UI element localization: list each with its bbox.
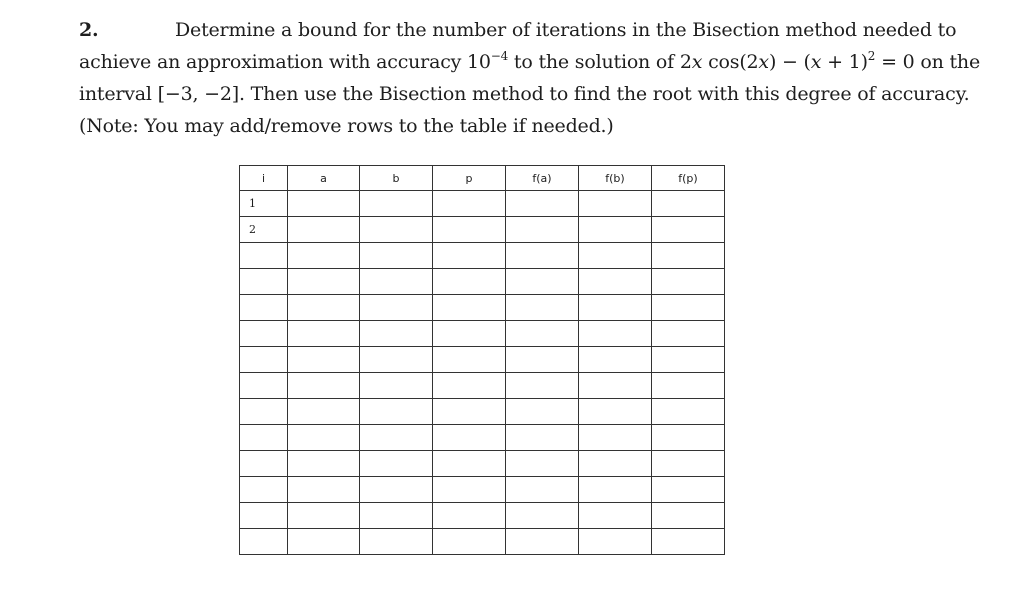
table-cell-fp[interactable] <box>652 529 725 555</box>
table-cell-b[interactable] <box>360 503 433 529</box>
row-index-cell[interactable] <box>240 243 288 269</box>
table-cell-fp[interactable] <box>652 425 725 451</box>
row-index-cell[interactable] <box>240 503 288 529</box>
table-cell-fp[interactable] <box>652 399 725 425</box>
table-row <box>240 217 725 243</box>
table-row <box>240 373 725 399</box>
row-index-cell[interactable] <box>240 269 288 295</box>
table-cell-fa[interactable] <box>506 451 579 477</box>
table-cell-p[interactable] <box>433 373 506 399</box>
problem-line-4: (Note: You may add/remove rows to the table if needed.) <box>79 115 614 137</box>
table-cell-fa[interactable] <box>506 191 579 217</box>
row-index-cell[interactable] <box>240 451 288 477</box>
table-cell-p[interactable] <box>433 269 506 295</box>
table-cell-b[interactable] <box>360 269 433 295</box>
var-x: x <box>758 51 769 73</box>
table-cell-fb[interactable] <box>579 425 652 451</box>
table-cell-fp[interactable] <box>652 347 725 373</box>
row-index-cell[interactable]: 2 <box>240 217 288 243</box>
table-cell-fb[interactable] <box>579 217 652 243</box>
table-row <box>240 243 725 269</box>
table-cell-fa[interactable] <box>506 503 579 529</box>
row-index-cell[interactable] <box>240 295 288 321</box>
table-cell-b[interactable] <box>360 373 433 399</box>
square-exponent: 2 <box>867 49 876 63</box>
table-row <box>240 321 725 347</box>
table-cell-fa[interactable] <box>506 321 579 347</box>
table-cell-b[interactable] <box>360 243 433 269</box>
table-cell-p[interactable] <box>433 529 506 555</box>
table-cell-fp[interactable] <box>652 451 725 477</box>
bisection-table-container <box>239 165 724 555</box>
row-index-cell[interactable] <box>240 347 288 373</box>
table-row <box>240 529 725 555</box>
table-cell-fa[interactable] <box>506 373 579 399</box>
row-index-cell[interactable] <box>240 373 288 399</box>
table-cell-b[interactable] <box>360 321 433 347</box>
table-cell-p[interactable] <box>433 425 506 451</box>
table-row <box>240 503 725 529</box>
table-cell-b[interactable] <box>360 477 433 503</box>
problem-line-2 <box>79 46 980 78</box>
table-cell-b[interactable] <box>360 217 433 243</box>
table-cell-b[interactable] <box>360 347 433 373</box>
header-p: p <box>433 166 506 191</box>
table-cell-b[interactable] <box>360 529 433 555</box>
table-cell-b[interactable] <box>360 295 433 321</box>
table-cell-a[interactable] <box>288 477 360 503</box>
table-cell-p[interactable] <box>433 321 506 347</box>
table-cell-fa[interactable] <box>506 425 579 451</box>
table-cell-fa[interactable] <box>506 399 579 425</box>
table-cell-b[interactable] <box>360 425 433 451</box>
equation-cos: cos(2 <box>702 51 759 73</box>
table-cell-p[interactable] <box>433 399 506 425</box>
table-cell-a[interactable] <box>288 451 360 477</box>
table-cell-fp[interactable] <box>652 503 725 529</box>
table-cell-p[interactable] <box>433 503 506 529</box>
table-cell-fb[interactable] <box>579 477 652 503</box>
table-cell-fa[interactable] <box>506 529 579 555</box>
table-cell-a[interactable] <box>288 425 360 451</box>
table-cell-a[interactable] <box>288 529 360 555</box>
table-cell-a[interactable] <box>288 295 360 321</box>
table-cell-fb[interactable] <box>579 191 652 217</box>
equation-prefix: to the solution of 2 <box>508 51 692 73</box>
accuracy-text: achieve an approximation with accuracy 10 <box>79 51 491 73</box>
var-x: x <box>691 51 703 73</box>
table-cell-fb[interactable] <box>579 269 652 295</box>
problem-line-3: interval [−3, −2]. Then use the Bisection method to find the root with this degree of accuracy. <box>79 83 970 105</box>
problem-statement <box>79 14 980 142</box>
table-cell-p[interactable] <box>433 295 506 321</box>
table-cell-fp[interactable] <box>652 373 725 399</box>
table-cell-fb[interactable] <box>579 529 652 555</box>
table-cell-fa[interactable] <box>506 477 579 503</box>
equation-suffix: = 0 on the <box>875 51 980 73</box>
table-cell-a[interactable] <box>288 373 360 399</box>
table-cell-fb[interactable] <box>579 295 652 321</box>
table-row <box>240 269 725 295</box>
table-cell-fa[interactable] <box>506 347 579 373</box>
bisection-table <box>239 165 725 555</box>
table-cell-b[interactable] <box>360 451 433 477</box>
table-cell-a[interactable] <box>288 399 360 425</box>
header-fp: f(p) <box>652 166 725 191</box>
table-row <box>240 347 725 373</box>
var-x: x <box>810 51 822 73</box>
problem-text-line-1: Determine a bound for the number of iterations in the Bisection method needed to <box>175 19 957 41</box>
problem-line-1 <box>79 14 957 46</box>
table-cell-p[interactable] <box>433 477 506 503</box>
header-i: i <box>240 166 288 191</box>
accuracy-exponent: −4 <box>490 49 509 63</box>
table-cell-fp[interactable] <box>652 217 725 243</box>
table-header-row <box>240 166 725 191</box>
table-cell-fb[interactable] <box>579 321 652 347</box>
table-cell-fp[interactable] <box>652 269 725 295</box>
table-cell-p[interactable] <box>433 347 506 373</box>
table-row <box>240 425 725 451</box>
row-index-cell[interactable] <box>240 425 288 451</box>
table-cell-fp[interactable] <box>652 321 725 347</box>
row-index-cell[interactable] <box>240 321 288 347</box>
table-cell-a[interactable] <box>288 321 360 347</box>
table-body <box>240 191 725 555</box>
table-cell-b[interactable] <box>360 399 433 425</box>
table-cell-p[interactable] <box>433 451 506 477</box>
table-cell-fb[interactable] <box>579 503 652 529</box>
equation-minus: ) − ( <box>768 51 811 73</box>
table-cell-fp[interactable] <box>652 243 725 269</box>
table-row <box>240 399 725 425</box>
table-row <box>240 477 725 503</box>
table-cell-fb[interactable] <box>579 373 652 399</box>
table-cell-a[interactable] <box>288 269 360 295</box>
header-fb: f(b) <box>579 166 652 191</box>
table-cell-fp[interactable] <box>652 191 725 217</box>
table-cell-fb[interactable] <box>579 451 652 477</box>
table-cell-fp[interactable] <box>652 295 725 321</box>
row-index-cell[interactable]: 1 <box>240 191 288 217</box>
table-row <box>240 295 725 321</box>
table-cell-a[interactable] <box>288 217 360 243</box>
table-cell-a[interactable] <box>288 243 360 269</box>
table-cell-fb[interactable] <box>579 243 652 269</box>
table-cell-a[interactable] <box>288 347 360 373</box>
table-cell-a[interactable] <box>288 503 360 529</box>
problem-number: 2. <box>79 19 99 41</box>
table-cell-fb[interactable] <box>579 399 652 425</box>
table-row <box>240 451 725 477</box>
table-cell-fa[interactable] <box>506 217 579 243</box>
table-cell-fa[interactable] <box>506 295 579 321</box>
table-cell-b[interactable] <box>360 191 433 217</box>
row-index-cell[interactable] <box>240 477 288 503</box>
header-b: b <box>360 166 433 191</box>
table-row <box>240 191 725 217</box>
table-cell-fb[interactable] <box>579 347 652 373</box>
row-index-cell[interactable] <box>240 399 288 425</box>
table-cell-fa[interactable] <box>506 269 579 295</box>
table-cell-a[interactable] <box>288 191 360 217</box>
table-cell-p[interactable] <box>433 243 506 269</box>
table-cell-p[interactable] <box>433 217 506 243</box>
header-a: a <box>288 166 360 191</box>
table-cell-fa[interactable] <box>506 243 579 269</box>
header-fa: f(a) <box>506 166 579 191</box>
equation-plus-one: + 1) <box>821 51 868 73</box>
table-cell-fp[interactable] <box>652 477 725 503</box>
row-index-cell[interactable] <box>240 529 288 555</box>
table-cell-p[interactable] <box>433 191 506 217</box>
